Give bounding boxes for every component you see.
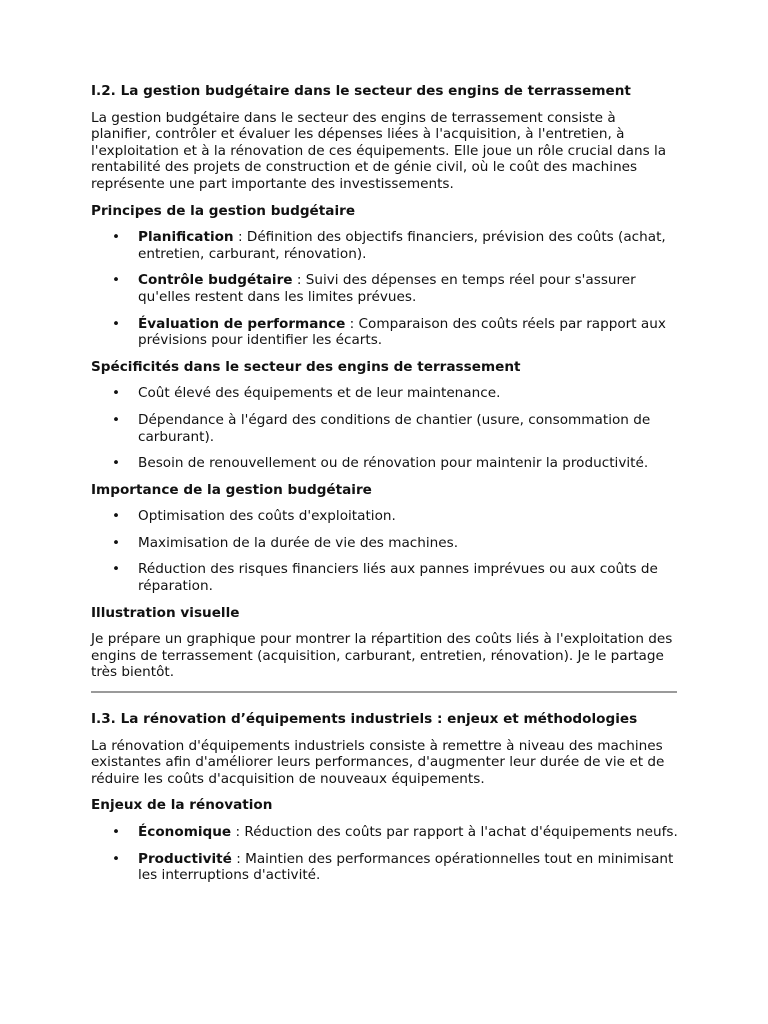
list-item (91, 455, 679, 472)
subheading-specificites: Spécificités dans le secteur des engins de terrassement (91, 358, 521, 375)
list-enjeux (91, 824, 679, 884)
horizontal-divider (91, 691, 677, 693)
item-text: Optimisation des coûts d'exploitation. (138, 508, 396, 525)
list-item (91, 824, 679, 841)
item-term: Évaluation de performance (138, 315, 346, 332)
list-item (91, 535, 679, 552)
bullet: • (112, 455, 121, 472)
list-item (91, 508, 679, 525)
bullet: • (112, 385, 121, 402)
item-text: Besoin de renouvellement ou de rénovation pour maintenir la productivité. (138, 455, 649, 472)
item-text: : Réduction des coûts par rapport à l'achat d'équipements neufs. (231, 824, 678, 840)
section-intro: La rénovation d'équipements industriels consiste à remettre à niveau des machines existantes afin d'améliorer leurs performances, d'augmenter leur durée de vie et de réduire les coûts d'acquisition de nouveaux équipements. (91, 737, 665, 787)
list-item (91, 385, 679, 402)
item-term: Contrôle budgétaire (138, 272, 293, 289)
bullet: • (112, 272, 121, 289)
list-item (91, 561, 679, 594)
item-text: : Maintien des performances opérationnelles tout en minimisant les interruptions d'activité. (138, 850, 674, 884)
list-item (91, 316, 679, 349)
list-importance (91, 508, 679, 594)
item-text: : Comparaison des coûts réels par rapport aux prévisions pour identifier les écarts. (138, 315, 666, 349)
item-text: Réduction des risques financiers liés aux pannes imprévues ou aux coûts de réparation. (138, 561, 658, 595)
illustration-text: Je prépare un graphique pour montrer la répartition des coûts liés à l'exploitation des engins de terrassement (acquisition, carburant, entretien, rénovation). Je le partage très bientôt. (91, 631, 673, 681)
bullet: • (112, 229, 121, 246)
item-term: Planification (138, 229, 234, 246)
bullet: • (112, 411, 121, 428)
item-text: : Définition des objectifs financiers, prévision des coûts (achat, entretien, carburant, rénovation). (138, 229, 666, 262)
list-specificites (91, 385, 679, 471)
list-item (91, 851, 679, 884)
bullet: • (112, 508, 121, 525)
bullet: • (112, 824, 121, 840)
list-item (91, 272, 679, 305)
item-text: Coût élevé des équipements et de leur maintenance. (138, 385, 501, 402)
subheading-principes: Principes de la gestion budgétaire (91, 202, 356, 219)
item-text: Maximisation de la durée de vie des machines. (138, 534, 459, 551)
bullet: • (112, 561, 121, 578)
subheading-illustration: Illustration visuelle (91, 604, 240, 621)
subheading-enjeux: Enjeux de la rénovation (91, 797, 273, 814)
item-term: Économique (138, 824, 232, 840)
bullet: • (112, 534, 121, 551)
list-item (91, 412, 679, 445)
item-text: : Suivi des dépenses en temps réel pour s'assurer qu'elles restent dans les limites prévues. (138, 272, 636, 305)
list-principes (91, 229, 679, 349)
section-title: I.2. La gestion budgétaire dans le secteur des engins de terrassement (91, 83, 631, 99)
document-page (91, 83, 679, 884)
subheading-importance: Importance de la gestion budgétaire (91, 481, 372, 498)
bullet: • (112, 850, 121, 867)
list-item (91, 229, 679, 262)
item-text: Dépendance à l'égard des conditions de chantier (usure, consommation de carburant). (138, 411, 651, 445)
bullet: • (112, 315, 121, 332)
section-title: I.3. La rénovation d’équipements industriels : enjeux et méthodologies (91, 711, 638, 728)
item-term: Productivité (138, 850, 232, 867)
section-intro: La gestion budgétaire dans le secteur des engins de terrassement consiste à planifier, contrôler et évaluer les dépenses liées à l'acquisition, à l'entretien, à l'exploitation et à la rénovation de ces équipements. Elle joue un rôle crucial dans la rentabilité des projets de construction et de génie civil, où le coût des machines représente une part importante des investissements. (91, 109, 667, 192)
